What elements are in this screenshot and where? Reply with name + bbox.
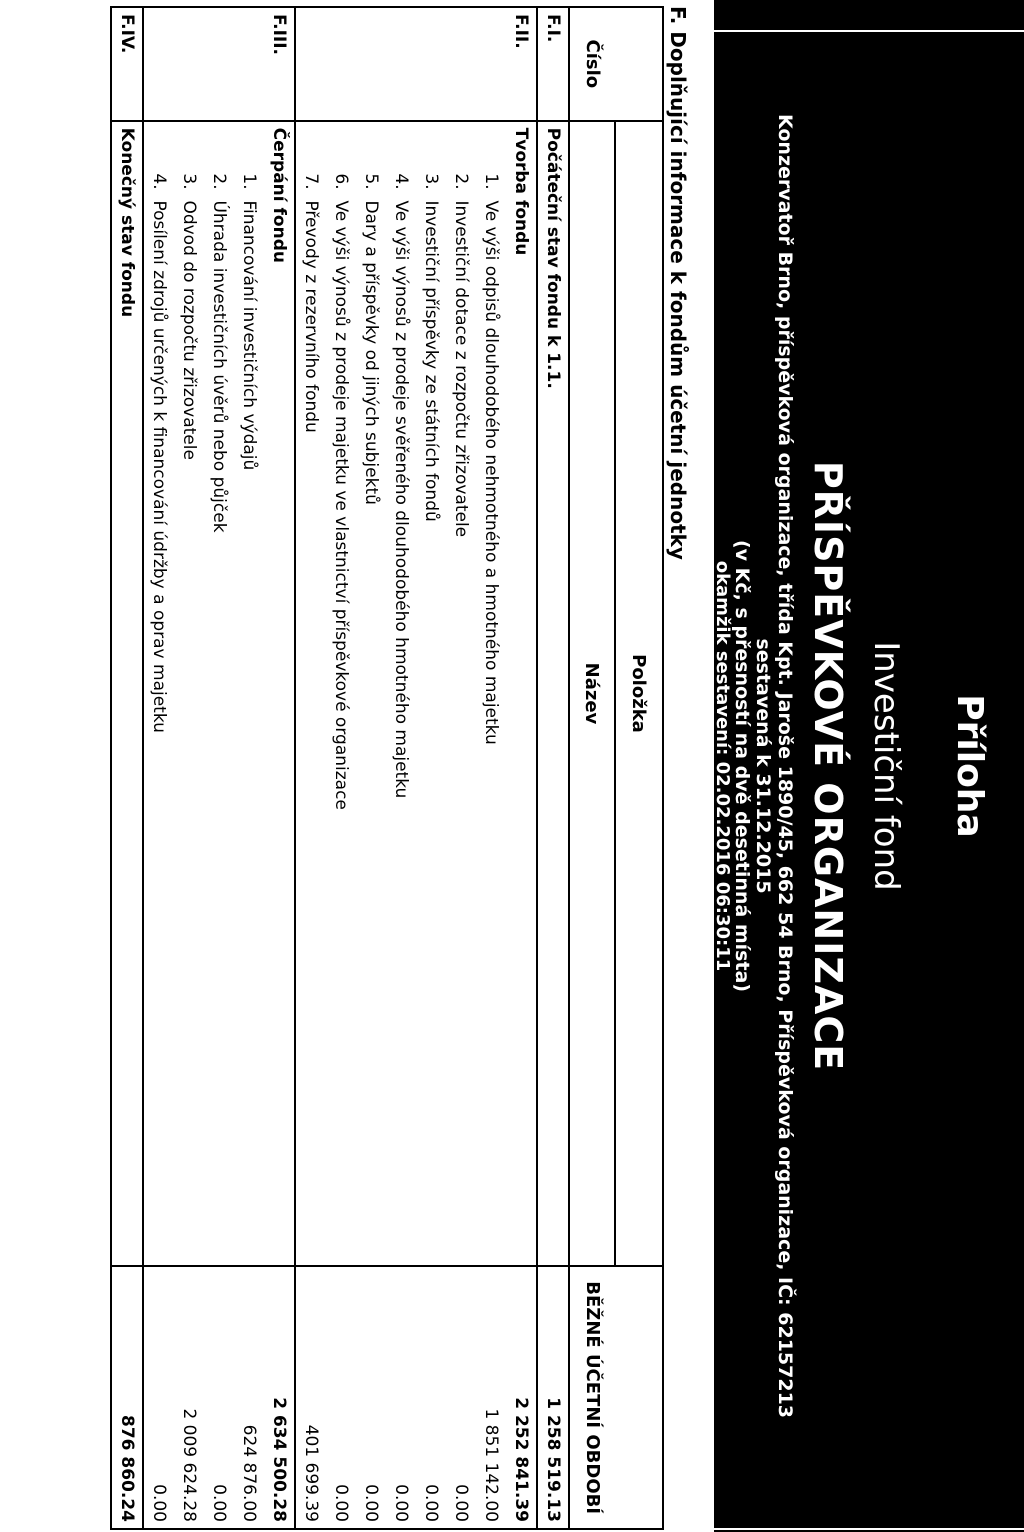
row-number [204, 7, 234, 121]
row-number [326, 7, 356, 121]
row-number [356, 7, 386, 121]
row-name: Financování investičních výdajů [239, 200, 259, 471]
row-number: F.IV. [111, 7, 143, 121]
right-border-line [714, 1528, 1024, 1530]
row-value: 2 634 500.28 [264, 1266, 295, 1529]
row-name: Dary a příspěvky od jiných subjektů [361, 200, 381, 505]
row-value: 401 699.39 [295, 1266, 326, 1529]
row-number: F.III. [264, 7, 295, 121]
row-value: 2 009 624.28 [174, 1266, 204, 1529]
table-row [143, 7, 174, 1529]
table-row [416, 7, 446, 1529]
document-title: Příloha [949, 694, 990, 838]
table-row [446, 7, 476, 1529]
row-value: 624 876.00 [234, 1266, 264, 1529]
row-value: 1 851 142.00 [476, 1266, 506, 1529]
row-index: 2. [451, 173, 471, 190]
section-title: F. Doplňující informace k fondům účetní jednotky [666, 6, 690, 560]
row-name-cell [295, 121, 326, 1267]
left-border-line [714, 30, 1024, 32]
table-row [111, 7, 143, 1529]
table-header-row [615, 7, 663, 1529]
row-name: Převody z rezervního fondu [301, 200, 321, 433]
compiled-date: sestavená k 31.12.2015 [752, 638, 774, 894]
row-name: Ve výši odpisů dlouhodobého nehmotného a hmotného majetku [481, 200, 501, 745]
row-name-cell [537, 121, 569, 1267]
fund-table [110, 6, 664, 1530]
row-name-cell [476, 121, 506, 1267]
row-name: Ve výši výnosů z prodeje majetku ve vlastnictví příspěvkové organizace [331, 200, 351, 810]
row-name-cell [446, 121, 476, 1267]
row-number: F.II. [506, 7, 537, 121]
row-value: 2 252 841.39 [506, 1266, 537, 1529]
row-value: 0.00 [446, 1266, 476, 1529]
row-name-cell [326, 121, 356, 1267]
document-subtitle: Investiční fond [866, 641, 906, 891]
row-index: 1. [239, 173, 259, 190]
row-index: 1. [481, 173, 501, 190]
row-name-cell [416, 121, 446, 1267]
row-name: Úhrada investičních úvěrů nebo půjček [209, 200, 229, 533]
table-row [295, 7, 326, 1529]
header-item-group: Položka [615, 121, 663, 1267]
organization-band [714, 0, 854, 1532]
table-row [174, 7, 204, 1529]
row-index: 5. [361, 173, 381, 190]
row-value: 0.00 [416, 1266, 446, 1529]
row-name: Odvod do rozpočtu zřizovatele [179, 200, 199, 460]
row-number [143, 7, 174, 121]
row-index: 4. [391, 173, 411, 190]
row-index: 7. [301, 173, 321, 190]
compilation-moment: okamžik sestavení: 02.02.2016 06:30:11 [712, 560, 733, 972]
row-number [386, 7, 416, 121]
row-name-cell [143, 121, 174, 1267]
table-subheader-row [569, 7, 615, 1529]
row-index: 3. [179, 173, 199, 190]
table-row [506, 7, 537, 1529]
org-type-heading: PŘÍSPĚVKOVÉ ORGANIZACE [806, 460, 850, 1072]
row-name-cell [111, 121, 143, 1267]
row-index: 2. [209, 173, 229, 190]
row-name: Počáteční stav fondu k 1.1. [543, 127, 563, 389]
header-number: Číslo [569, 7, 615, 121]
table-row [386, 7, 416, 1529]
row-name: Konečný stav fondu [117, 127, 137, 318]
row-value: 0.00 [204, 1266, 234, 1529]
row-number [476, 7, 506, 121]
row-value: 1 258 519.13 [537, 1266, 569, 1529]
row-name-cell [204, 121, 234, 1267]
row-value: 0.00 [143, 1266, 174, 1529]
row-number [295, 7, 326, 121]
row-name: Ve výši výnosů z prodeje svěřeného dlouhodobého hmotného majetku [391, 200, 411, 799]
header-current-period: BĚŽNÉ ÚČETNÍ OBDOBÍ [569, 1266, 615, 1529]
row-name: Investiční dotace z rozpočtu zřizovatele [451, 200, 471, 538]
row-name-cell [174, 121, 204, 1267]
table-row [537, 7, 569, 1529]
row-value: 0.00 [356, 1266, 386, 1529]
row-number [416, 7, 446, 121]
table-row [234, 7, 264, 1529]
table-row [264, 7, 295, 1529]
row-value: 876 860.24 [111, 1266, 143, 1529]
table-row [476, 7, 506, 1529]
row-name-cell [356, 121, 386, 1267]
row-index: 6. [331, 173, 351, 190]
row-name: Tvorba fondu [511, 127, 531, 256]
row-value: 0.00 [386, 1266, 416, 1529]
table-body [111, 7, 569, 1529]
title-band [911, 0, 1024, 1532]
row-name: Investiční příspěvky ze státních fondů [421, 200, 441, 522]
precision-note: (v Kč, s přesností na dvě desetinná místa) [731, 539, 753, 993]
row-index: 3. [421, 173, 441, 190]
header-name: Název [569, 121, 615, 1267]
table-row [326, 7, 356, 1529]
org-line: Konzervatoř Brno, příspěvková organizace, třída Kpt. Jaroše 1890/45, 662 54 Brno, Příspěvková organizace, IČ: 62157213 [774, 113, 796, 1419]
row-number [174, 7, 204, 121]
row-name-cell [506, 121, 537, 1267]
table-row [204, 7, 234, 1529]
row-name: Čerpání fondu [269, 127, 289, 263]
row-name-cell [386, 121, 416, 1267]
row-name: Posílení zdrojů určených k financování údržby a oprav majetku [149, 200, 169, 733]
row-index: 4. [149, 173, 169, 190]
table-row [356, 7, 386, 1529]
subtitle-band [854, 0, 914, 1532]
row-number [446, 7, 476, 121]
row-number [234, 7, 264, 121]
row-name-cell [264, 121, 295, 1267]
row-name-cell [234, 121, 264, 1267]
row-value: 0.00 [326, 1266, 356, 1529]
row-number: F.I. [537, 7, 569, 121]
